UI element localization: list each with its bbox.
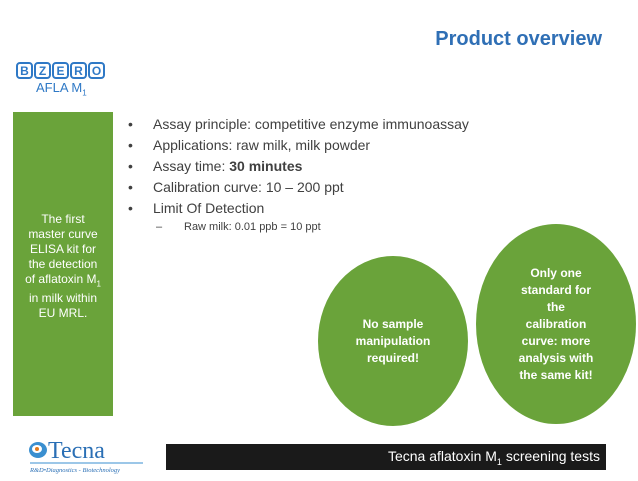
list-item: • Limit Of Detection [128, 200, 265, 216]
footer-bar [166, 444, 606, 470]
sub-list-item: – Raw milk: 0.01 ppb = 10 ppt [156, 221, 321, 233]
svg-text:R&D•Diagnostics - Biotechnolog: R&D•Diagnostics - Biotechnology [30, 467, 121, 474]
logo-letter: E [52, 62, 69, 79]
list-item: • Applications: raw milk, milk powder [128, 137, 371, 153]
page-title: Product overview [435, 28, 602, 50]
list-item: • Assay principle: competitive enzyme immunoassay [128, 116, 469, 132]
footer-text: Tecna aflatoxin $M_1$ screening tests [387, 447, 600, 467]
logo-letter: O [88, 62, 105, 79]
sidebar-panel [13, 112, 113, 416]
feature-list [128, 116, 548, 233]
sidebar-text: The first master curve ELISA kit for the detection of aflatoxin $M_1$ in milk within EU MRL. [25, 212, 101, 321]
highlight-circle-right: Only one standard for the calibration curve: more analysis with the same kit! [476, 224, 636, 424]
highlight-circle-left: No sample manipulation required! [318, 256, 468, 426]
list-item: • Calibration curve: 10 – 200 ppt [128, 179, 344, 195]
logo-letter: Z [34, 62, 51, 79]
logo-letter: B [16, 62, 33, 79]
tecna-logo [28, 428, 146, 476]
bzero-logo [16, 62, 112, 104]
svg-text:Tecna: Tecna [48, 438, 105, 464]
list-item: • Assay time: 30 minutes [128, 158, 303, 174]
logo-product: AFLA $M_1$ [36, 80, 87, 98]
logo-letter: R [70, 62, 87, 79]
